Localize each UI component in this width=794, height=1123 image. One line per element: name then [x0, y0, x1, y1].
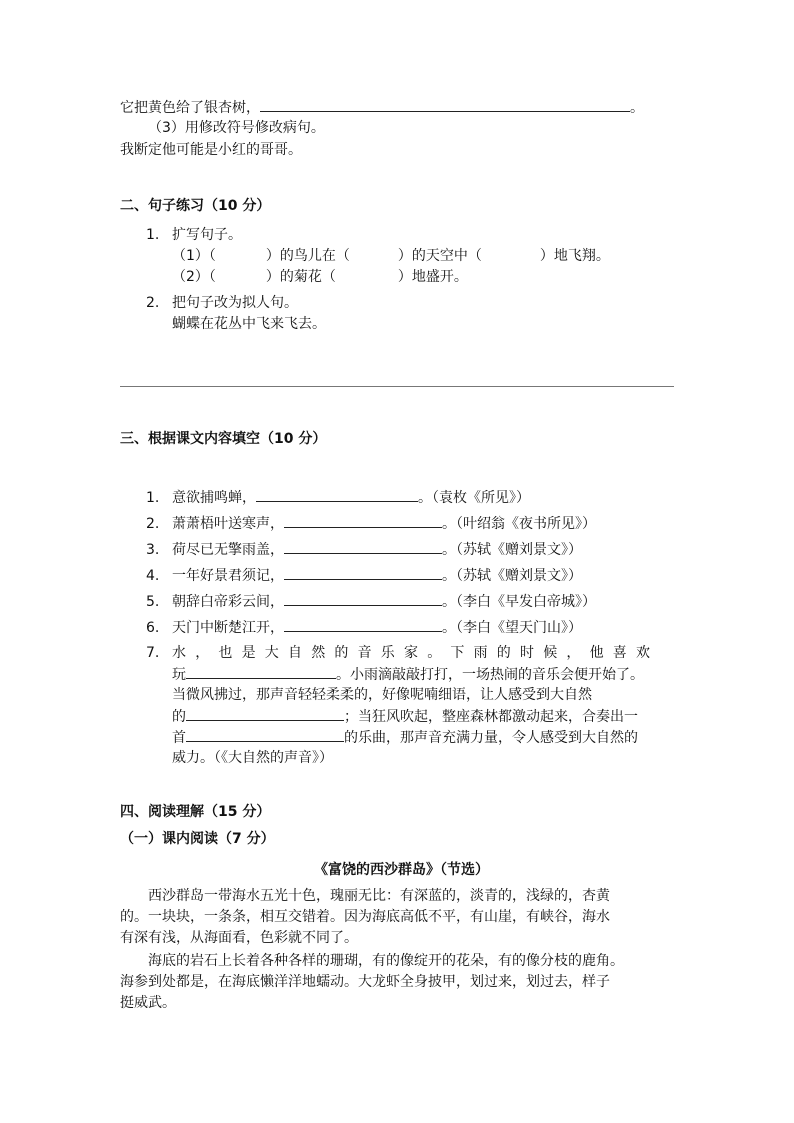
- s3-q7-line-4: [172, 706, 638, 727]
- s2-q1-b: [172, 267, 468, 287]
- s3-q7-l2-suffix: 。小雨滴敲敲打打，一场热闹的音乐会便开始了。: [336, 667, 644, 683]
- passage-p1-l2: 的。一块块，一条条，相互交错着。因为海底高低不平，有山崖，有峡谷，海水: [120, 909, 610, 925]
- top-line-1-suffix: 。: [630, 100, 644, 116]
- s3-item-prefix: 荷尽已无擎雨盖，: [172, 542, 284, 558]
- s3-item-suffix: 。（苏轼《赠刘景文》）: [442, 542, 582, 558]
- s3-item-6: [146, 617, 582, 638]
- answer-blank[interactable]: [284, 591, 442, 606]
- s3-item-4: [146, 565, 582, 586]
- s3-q7-num: 7.: [146, 645, 160, 661]
- answer-blank[interactable]: [186, 706, 344, 721]
- answer-blank[interactable]: [186, 727, 344, 742]
- s2-q2-text: 把句子改为拟人句。: [172, 295, 298, 311]
- s3-item-prefix: 萧萧梧叶送寒声，: [172, 516, 284, 532]
- top-line-1: [120, 97, 644, 118]
- s2-q1-a-part4: ）地飞翔。: [539, 248, 610, 264]
- s2-q1-b-part2: ）的菊花（: [265, 269, 336, 285]
- s3-q7-line-1: [146, 643, 659, 663]
- top-line-2: （3）用修改符号修改病句。: [148, 120, 325, 136]
- s2-q1-num: 1.: [146, 227, 160, 243]
- answer-blank[interactable]: [186, 664, 336, 679]
- s2-q1-text: 扩写句子。: [172, 227, 242, 243]
- s3-q7-l4-suffix: ；当狂风吹起，整座森林都激动起来，合奏出一: [344, 709, 638, 725]
- s3-item-suffix: 。（袁枚《所见》）: [418, 490, 530, 506]
- s3-q7-line-6: 威力。（《大自然的声音》）: [172, 750, 333, 766]
- s3-item-1: [146, 487, 530, 508]
- s2-q1-b-part3: ）地盛开。: [397, 269, 468, 285]
- s3-item-num: 5.: [146, 594, 160, 610]
- s3-q7-l5-suffix: 的乐曲，那声音充满力量，令人感受到大自然的: [344, 730, 638, 746]
- s3-item-prefix: 一年好景君须记，: [172, 568, 284, 584]
- s3-q7-l5-prefix: 首: [172, 730, 186, 746]
- answer-blank[interactable]: [284, 539, 442, 554]
- s3-item-num: 3.: [146, 542, 160, 558]
- s3-q7-line-5: [172, 727, 638, 748]
- answer-blank[interactable]: [284, 513, 442, 528]
- answer-blank[interactable]: [284, 565, 442, 580]
- passage-p2-l2: 海参到处都是，在海底懒洋洋地蠕动。大龙虾全身披甲，划过来，划过去，样子: [120, 974, 610, 990]
- s3-item-suffix: 。（李白《望天门山》）: [442, 620, 582, 636]
- s2-q1-a-part1: （1）（: [172, 248, 216, 264]
- passage-p2-l1: 海底的岩石上长着各种各样的珊瑚，有的像绽开的花朵，有的像分枝的鹿角。: [148, 953, 624, 969]
- s3-item-prefix: 意欲捕鸣蝉，: [172, 490, 256, 506]
- passage-title: 《富饶的西沙群岛》（节选）: [314, 862, 489, 878]
- section-4-subtitle: （一）课内阅读（7 分）: [120, 831, 275, 847]
- s3-item-num: 2.: [146, 516, 160, 532]
- section-4-title: 四、阅读理解（15 分）: [120, 804, 271, 820]
- answer-blank[interactable]: [260, 97, 630, 112]
- s3-item-2: [146, 513, 596, 534]
- s3-item-suffix: 。（苏轼《赠刘景文》）: [442, 568, 582, 584]
- answer-blank[interactable]: [284, 617, 442, 632]
- s3-q7-line-2: [172, 664, 644, 685]
- answer-blank[interactable]: [256, 487, 418, 502]
- s3-item-num: 4.: [146, 568, 160, 584]
- s2-q1-a: [172, 246, 610, 266]
- s2-q2-sentence: 蝴蝶在花丛中飞来飞去。: [172, 316, 326, 332]
- s3-item-5: [146, 591, 596, 612]
- s2-q2-num: 2.: [146, 295, 160, 311]
- s2-q1-b-part1: （2）（: [172, 269, 216, 285]
- s3-item-num: 6.: [146, 620, 160, 636]
- passage-p1-l1: 西沙群岛一带海水五光十色，瑰丽无比：有深蓝的，淡青的，浅绿的，杏黄: [148, 888, 610, 904]
- s2-q1-a-part2: ）的鸟儿在（: [265, 248, 350, 264]
- top-line-3: 我断定他可能是小红的哥哥。: [120, 142, 302, 158]
- s3-item-prefix: 天门中断楚江开，: [172, 620, 284, 636]
- s3-q7-l2-prefix: 玩: [172, 667, 186, 683]
- passage-p2-l3: 挺威武。: [120, 995, 176, 1011]
- s2-q1-a-part3: ）的天空中（: [397, 248, 482, 264]
- s3-item-3: [146, 539, 582, 560]
- answer-line[interactable]: [120, 386, 674, 387]
- s3-q7-l4-prefix: 的: [172, 709, 186, 725]
- s2-q1: [146, 225, 242, 245]
- s3-item-prefix: 朝辞白帝彩云间，: [172, 594, 284, 610]
- s3-item-num: 1.: [146, 490, 160, 506]
- passage-p1-l3: 有深有浅，从海面看，色彩就不同了。: [120, 930, 358, 946]
- s3-q7-text: 水，也是大自然的音乐家。下雨的时候，他喜欢: [172, 645, 660, 661]
- top-line-1-prefix: 它把黄色给了银杏树，: [120, 100, 260, 116]
- s3-item-suffix: 。（叶绍翁《夜书所见》）: [442, 516, 596, 532]
- s2-q2: [146, 293, 298, 313]
- s3-item-suffix: 。（李白《早发白帝城》）: [442, 594, 596, 610]
- s3-q7-line-3: 当微风拂过，那声音轻轻柔柔的，好像呢喃细语，让人感受到大自然: [172, 687, 592, 703]
- section-2-title: 二、句子练习（10 分）: [120, 198, 271, 214]
- section-3-title: 三、根据课文内容填空（10 分）: [120, 431, 327, 447]
